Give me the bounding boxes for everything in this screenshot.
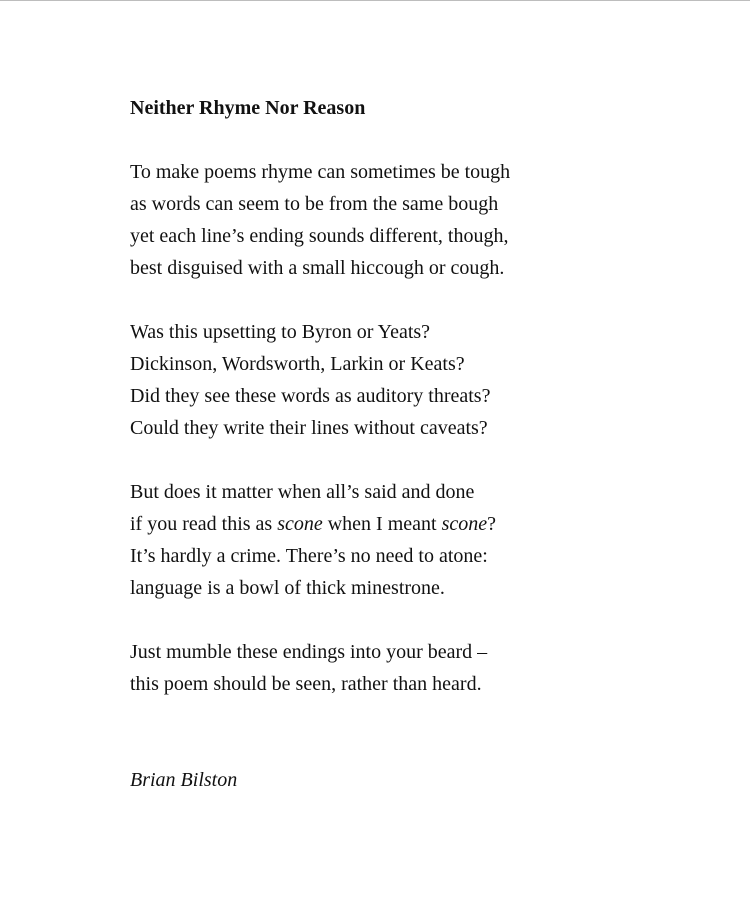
poem-line: To make poems rhyme can sometimes be tough: [130, 161, 511, 183]
text-segment: when I meant: [322, 513, 442, 535]
text-segment: ?: [487, 513, 497, 535]
italic-word: scone: [277, 513, 323, 535]
poem-line: language is a bowl of thick minestrone.: [130, 577, 445, 599]
stanza-2: [130, 316, 730, 444]
text-segment: if you read this as: [130, 513, 278, 535]
poem-line: But does it matter when all’s said and done: [130, 481, 475, 503]
stanza-3: [130, 476, 730, 604]
spacer: [130, 284, 730, 316]
stanza-4: [130, 636, 730, 700]
poem-page: [130, 92, 730, 796]
poem-line: Was this upsetting to Byron or Yeats?: [130, 321, 431, 343]
poem-line: as words can seem to be from the same bough: [130, 193, 499, 215]
poem-title: Neither Rhyme Nor Reason: [130, 97, 366, 119]
spacer: [130, 604, 730, 636]
spacer: [130, 124, 730, 156]
poem-line: Just mumble these endings into your beard –: [130, 641, 488, 663]
poem-line: Dickinson, Wordsworth, Larkin or Keats?: [130, 353, 465, 375]
poem-line: best disguised with a small hiccough or cough.: [130, 257, 505, 279]
spacer: [130, 700, 730, 764]
poem-line-with-italics: [130, 508, 730, 540]
poem-line: Could they write their lines without caveats?: [130, 417, 488, 439]
spacer: [130, 444, 730, 476]
top-border: [0, 0, 750, 1]
poem-line: Did they see these words as auditory threats?: [130, 385, 491, 407]
poem-line: this poem should be seen, rather than heard.: [130, 673, 482, 695]
poem-author: Brian Bilston: [130, 769, 238, 791]
italic-word: scone: [441, 513, 488, 535]
poem-line: yet each line’s ending sounds different, though,: [130, 225, 509, 247]
stanza-1: [130, 156, 730, 284]
poem-line: It’s hardly a crime. There’s no need to atone:: [130, 545, 488, 567]
